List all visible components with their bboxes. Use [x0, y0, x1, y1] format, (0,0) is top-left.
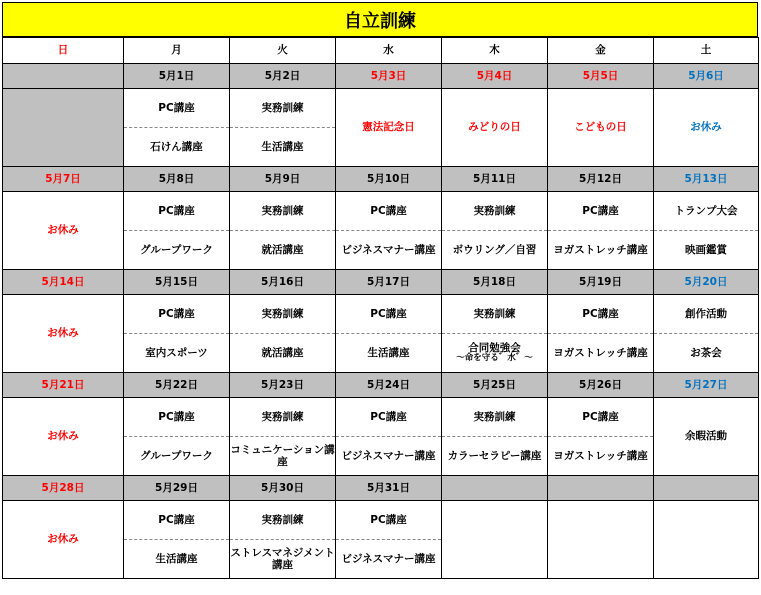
activity-cell: PC講座: [124, 295, 230, 334]
date-cell-empty: [3, 64, 124, 89]
date-cell: 5月30日: [230, 476, 336, 501]
weekday-sun: 日: [3, 38, 124, 64]
activity-cell: 生活講座: [124, 540, 230, 579]
activity-subtitle: ～命を守る゛水゛～: [456, 353, 533, 364]
empty-cell: [654, 501, 759, 579]
date-cell: 5月9日: [230, 167, 336, 192]
activity-cell: ストレスマネジメント講座: [230, 540, 336, 579]
weekday-fri: 金: [548, 38, 654, 64]
activity-row: [3, 89, 759, 128]
date-cell: 5月21日: [3, 373, 124, 398]
activity-cell: 実務訓練: [230, 398, 336, 437]
date-cell: 5月19日: [548, 270, 654, 295]
date-row: [3, 270, 759, 295]
date-cell: 5月27日: [654, 373, 759, 398]
activity-cell: ヨガストレッチ講座: [548, 437, 654, 476]
activity-cell: PC講座: [336, 192, 442, 231]
activity-row: [3, 398, 759, 437]
activity-cell: PC講座: [336, 501, 442, 540]
activity-cell: ボウリング／自習: [442, 231, 548, 270]
activity-row: [3, 192, 759, 231]
weekday-sat: 土: [654, 38, 759, 64]
activity-cell: 就活講座: [230, 231, 336, 270]
activity-cell: PC講座: [548, 295, 654, 334]
date-cell-empty: [442, 476, 548, 501]
activity-cell: 実務訓練: [230, 295, 336, 334]
activity-cell: 実務訓練: [230, 192, 336, 231]
weekday-wed: 水: [336, 38, 442, 64]
activity-cell: PC講座: [124, 501, 230, 540]
activity-cell: 生活講座: [336, 334, 442, 373]
holiday-cell: こどもの日: [548, 89, 654, 167]
activity-cell: [442, 334, 548, 373]
date-cell: 5月12日: [548, 167, 654, 192]
activity-cell: 余暇活動: [654, 398, 759, 476]
date-cell: 5月2日: [230, 64, 336, 89]
activity-cell: 映画鑑賞: [654, 231, 759, 270]
date-cell-empty: [654, 476, 759, 501]
activity-cell: PC講座: [336, 295, 442, 334]
date-cell: 5月22日: [124, 373, 230, 398]
activity-cell: PC講座: [548, 192, 654, 231]
date-cell: 5月10日: [336, 167, 442, 192]
activity-cell: ビジネスマナー講座: [336, 540, 442, 579]
empty-cell: [442, 501, 548, 579]
activity-cell: ビジネスマナー講座: [336, 437, 442, 476]
activity-cell: 実務訓練: [442, 295, 548, 334]
activity-cell: PC講座: [124, 192, 230, 231]
date-cell: 5月29日: [124, 476, 230, 501]
weekday-thu: 木: [442, 38, 548, 64]
activity-cell: PC講座: [124, 398, 230, 437]
date-cell: 5月14日: [3, 270, 124, 295]
date-cell: 5月23日: [230, 373, 336, 398]
weekday-mon: 月: [124, 38, 230, 64]
schedule-grid: [2, 37, 759, 579]
date-row: [3, 167, 759, 192]
activity-cell: ヨガストレッチ講座: [548, 231, 654, 270]
date-row: [3, 476, 759, 501]
sunday-cell: お休み: [3, 501, 124, 579]
calendar: [2, 2, 758, 593]
weekday-tue: 火: [230, 38, 336, 64]
date-cell: 5月28日: [3, 476, 124, 501]
holiday-cell: 憲法記念日: [336, 89, 442, 167]
date-cell: 5月7日: [3, 167, 124, 192]
date-cell: 5月8日: [124, 167, 230, 192]
saturday-off-cell: お休み: [654, 89, 759, 167]
activity-cell: 石けん講座: [124, 128, 230, 167]
date-cell: 5月5日: [548, 64, 654, 89]
sunday-cell: お休み: [3, 192, 124, 270]
date-cell: 5月31日: [336, 476, 442, 501]
activity-cell: グループワーク: [124, 231, 230, 270]
date-cell: 5月26日: [548, 373, 654, 398]
date-cell: 5月17日: [336, 270, 442, 295]
activity-cell: コミュニケーション講座: [230, 437, 336, 476]
activity-cell: グループワーク: [124, 437, 230, 476]
date-cell: 5月13日: [654, 167, 759, 192]
activity-cell: PC講座: [336, 398, 442, 437]
date-cell-empty: [548, 476, 654, 501]
date-cell: 5月25日: [442, 373, 548, 398]
activity-cell: 実務訓練: [230, 501, 336, 540]
activity-cell: 室内スポーツ: [124, 334, 230, 373]
date-cell: 5月1日: [124, 64, 230, 89]
date-row: [3, 373, 759, 398]
activity-cell: ヨガストレッチ講座: [548, 334, 654, 373]
sunday-cell: [3, 89, 124, 167]
activity-cell: お茶会: [654, 334, 759, 373]
activity-row: [3, 295, 759, 334]
activity-cell: PC講座: [124, 89, 230, 128]
activity-cell: トランプ大会: [654, 192, 759, 231]
activity-row: [3, 501, 759, 540]
activity-cell: 創作活動: [654, 295, 759, 334]
calendar-title: 自立訓練: [2, 2, 758, 37]
holiday-cell: みどりの日: [442, 89, 548, 167]
activity-cell: 実務訓練: [442, 398, 548, 437]
date-cell: 5月24日: [336, 373, 442, 398]
date-cell: 5月18日: [442, 270, 548, 295]
empty-cell: [548, 501, 654, 579]
activity-cell: 実務訓練: [230, 89, 336, 128]
date-cell: 5月20日: [654, 270, 759, 295]
date-cell: 5月11日: [442, 167, 548, 192]
activity-cell: 生活講座: [230, 128, 336, 167]
date-cell: 5月16日: [230, 270, 336, 295]
sunday-cell: お休み: [3, 295, 124, 373]
date-row: [3, 64, 759, 89]
weekday-header-row: [3, 38, 759, 64]
date-cell: 5月15日: [124, 270, 230, 295]
activity-title: 合同勉強会: [468, 342, 521, 355]
sunday-cell: お休み: [3, 398, 124, 476]
activity-cell: 就活講座: [230, 334, 336, 373]
activity-cell: PC講座: [548, 398, 654, 437]
date-cell: 5月4日: [442, 64, 548, 89]
activity-cell: 実務訓練: [442, 192, 548, 231]
activity-cell: カラーセラピー講座: [442, 437, 548, 476]
date-cell: 5月6日: [654, 64, 759, 89]
date-cell: 5月3日: [336, 64, 442, 89]
activity-cell: ビジネスマナー講座: [336, 231, 442, 270]
